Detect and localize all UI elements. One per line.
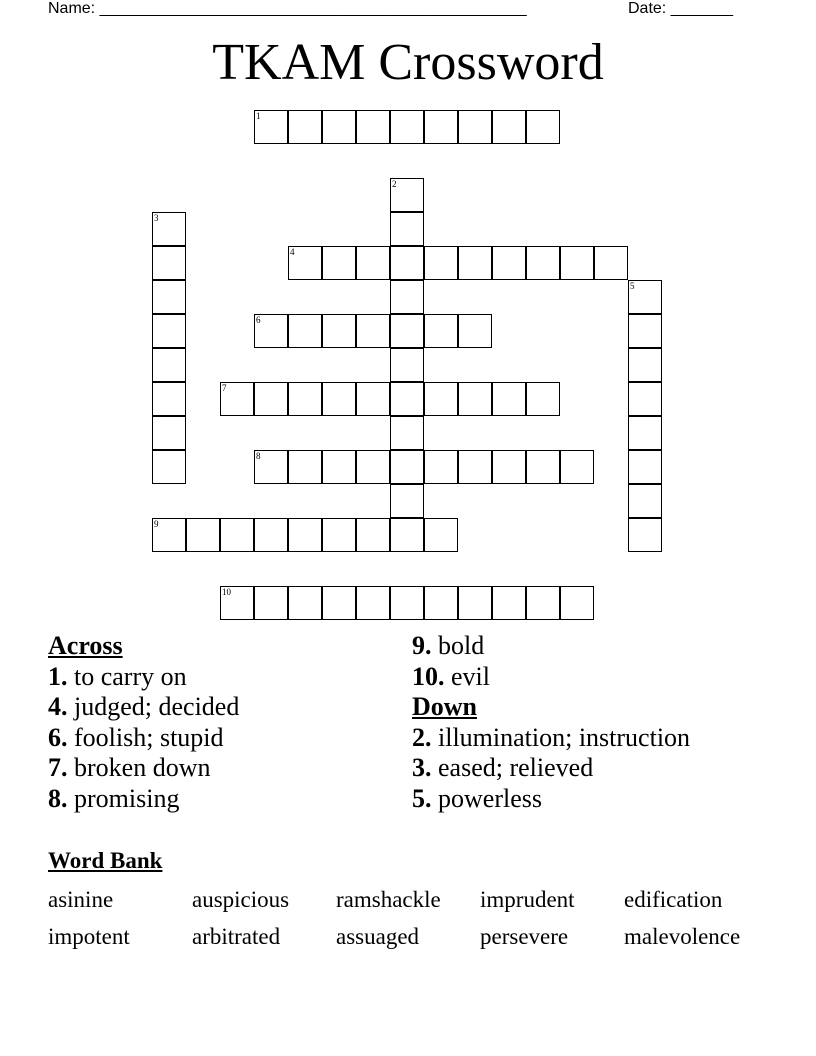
crossword-cell[interactable] [356,382,390,416]
crossword-cell[interactable] [390,382,424,416]
crossword-cell[interactable] [356,314,390,348]
crossword-cell[interactable] [628,382,662,416]
crossword-cell[interactable] [492,382,526,416]
crossword-cell[interactable] [424,382,458,416]
crossword-cell[interactable] [526,110,560,144]
crossword-cell[interactable] [492,110,526,144]
crossword-cell[interactable] [322,382,356,416]
clue-across-8: 8. promising [48,783,180,813]
across-clues-column [48,631,239,814]
word-bank-item: impotent [48,924,130,949]
clue-down-2: 2. illumination; instruction [412,722,691,752]
crossword-cell[interactable] [288,450,322,484]
clue-number: 4 [290,247,295,257]
crossword-cell[interactable] [628,518,662,552]
crossword-cell[interactable] [254,110,288,144]
clue-number: 2 [392,179,397,189]
crossword-cell[interactable] [424,450,458,484]
crossword-cell[interactable] [152,450,186,484]
crossword-cell[interactable] [390,518,424,552]
crossword-cell[interactable] [356,246,390,280]
crossword-cell[interactable] [492,450,526,484]
crossword-cell[interactable] [322,586,356,620]
crossword-cell[interactable] [424,586,458,620]
word-bank-item: persevere [480,924,569,949]
crossword-cell[interactable] [594,246,628,280]
crossword-cell[interactable] [152,314,186,348]
crossword-cell[interactable] [390,212,424,246]
crossword-cell[interactable] [288,586,322,620]
clue-number: 8 [256,451,261,461]
crossword-cell[interactable] [424,314,458,348]
crossword-cell[interactable] [458,586,492,620]
word-bank-item: asinine [48,887,114,912]
word-bank-item: arbitrated [192,924,281,949]
clue-number: 6 [256,315,261,325]
crossword-cell[interactable] [152,518,186,552]
crossword-cell[interactable] [390,348,424,382]
clue-across-4: 4. judged; decided [48,692,240,721]
crossword-cell[interactable] [560,246,594,280]
crossword-cell[interactable] [526,246,560,280]
word-bank-item: ramshackle [336,887,441,912]
crossword-cell[interactable] [322,110,356,144]
crossword-cell[interactable] [526,382,560,416]
crossword-cell[interactable] [254,586,288,620]
crossword-cell[interactable] [356,586,390,620]
crossword-cell[interactable] [152,382,186,416]
crossword-cell[interactable] [390,416,424,450]
crossword-cell[interactable] [288,382,322,416]
crossword-cell[interactable] [152,246,186,280]
page-title: TKAM Crossword [212,34,604,91]
crossword-cell[interactable] [254,518,288,552]
crossword-cell[interactable] [152,280,186,314]
clue-down-3: 3. eased; relieved [412,753,594,782]
across-heading: Across [48,631,123,660]
clue-number: 5 [630,281,635,291]
crossword-cell[interactable] [322,450,356,484]
clue-number: 7 [222,383,227,393]
crossword-cell[interactable] [254,314,288,348]
crossword-cell[interactable] [390,586,424,620]
crossword-cell[interactable] [492,246,526,280]
crossword-cell[interactable] [220,382,254,416]
crossword-cell[interactable] [390,110,424,144]
word-bank-heading: Word Bank [48,848,163,873]
crossword-cell[interactable] [288,246,322,280]
clue-across-6: 6. foolish; stupid [48,722,224,752]
word-bank-item: edification [624,887,723,912]
crossword-cell[interactable] [628,416,662,450]
clue-across-7: 7. broken down [48,753,211,782]
word-bank-item: imprudent [480,887,575,912]
crossword-cell[interactable] [458,110,492,144]
clue-down-5: 5. powerless [412,783,542,813]
crossword-cell[interactable] [288,110,322,144]
clue-across-9: 9. bold [412,631,485,660]
crossword-cell[interactable] [628,348,662,382]
crossword-cell[interactable] [390,246,424,280]
crossword-cell[interactable] [356,450,390,484]
clue-number: 9 [154,519,159,529]
crossword-cell[interactable] [560,450,594,484]
crossword-cell[interactable] [288,518,322,552]
crossword-cell[interactable] [390,484,424,518]
crossword-cell[interactable] [152,416,186,450]
word-bank-item: auspicious [192,887,290,912]
crossword-cell[interactable] [356,518,390,552]
date-line: Date: _______ [628,0,733,17]
crossword-cell[interactable] [628,280,662,314]
crossword-cell[interactable] [390,314,424,348]
crossword-cell[interactable] [152,348,186,382]
crossword-cell[interactable] [458,246,492,280]
crossword-cell[interactable] [628,450,662,484]
name-line: Name: ________________________________________________ [48,0,527,17]
crossword-cell[interactable] [424,110,458,144]
crossword-cell[interactable] [254,450,288,484]
crossword-cell[interactable] [152,212,186,246]
crossword-cell[interactable] [492,586,526,620]
crossword-cell[interactable] [254,382,288,416]
word-bank-item: assuaged [336,924,420,949]
down-heading: Down [412,692,478,721]
clue-across-10: 10. evil [412,661,490,691]
word-bank-item: malevolence [624,924,741,949]
crossword-cell[interactable] [424,518,458,552]
crossword-cell[interactable] [220,518,254,552]
crossword-cell[interactable] [526,450,560,484]
crossword-cell[interactable] [220,586,254,620]
clue-number: 10 [222,587,231,597]
crossword-cell[interactable] [628,314,662,348]
crossword-cell[interactable] [560,586,594,620]
down-clues-column [412,631,690,814]
crossword-cell[interactable] [390,178,424,212]
crossword-cell[interactable] [458,450,492,484]
clue-across-1: 1. to carry on [48,661,187,691]
crossword-cell[interactable] [186,518,220,552]
crossword-cell[interactable] [526,586,560,620]
clue-number: 3 [154,213,159,223]
crossword-cell[interactable] [458,382,492,416]
crossword-cell[interactable] [322,314,356,348]
crossword-cell[interactable] [628,484,662,518]
crossword-cell[interactable] [390,450,424,484]
crossword-cell[interactable] [322,518,356,552]
crossword-cell[interactable] [424,246,458,280]
crossword-cell[interactable] [356,110,390,144]
crossword-cell[interactable] [288,314,322,348]
word-bank [48,884,788,952]
crossword-cell[interactable] [390,280,424,314]
crossword-cell[interactable] [458,314,492,348]
crossword-cell[interactable] [322,246,356,280]
clue-number: 1 [256,111,261,121]
